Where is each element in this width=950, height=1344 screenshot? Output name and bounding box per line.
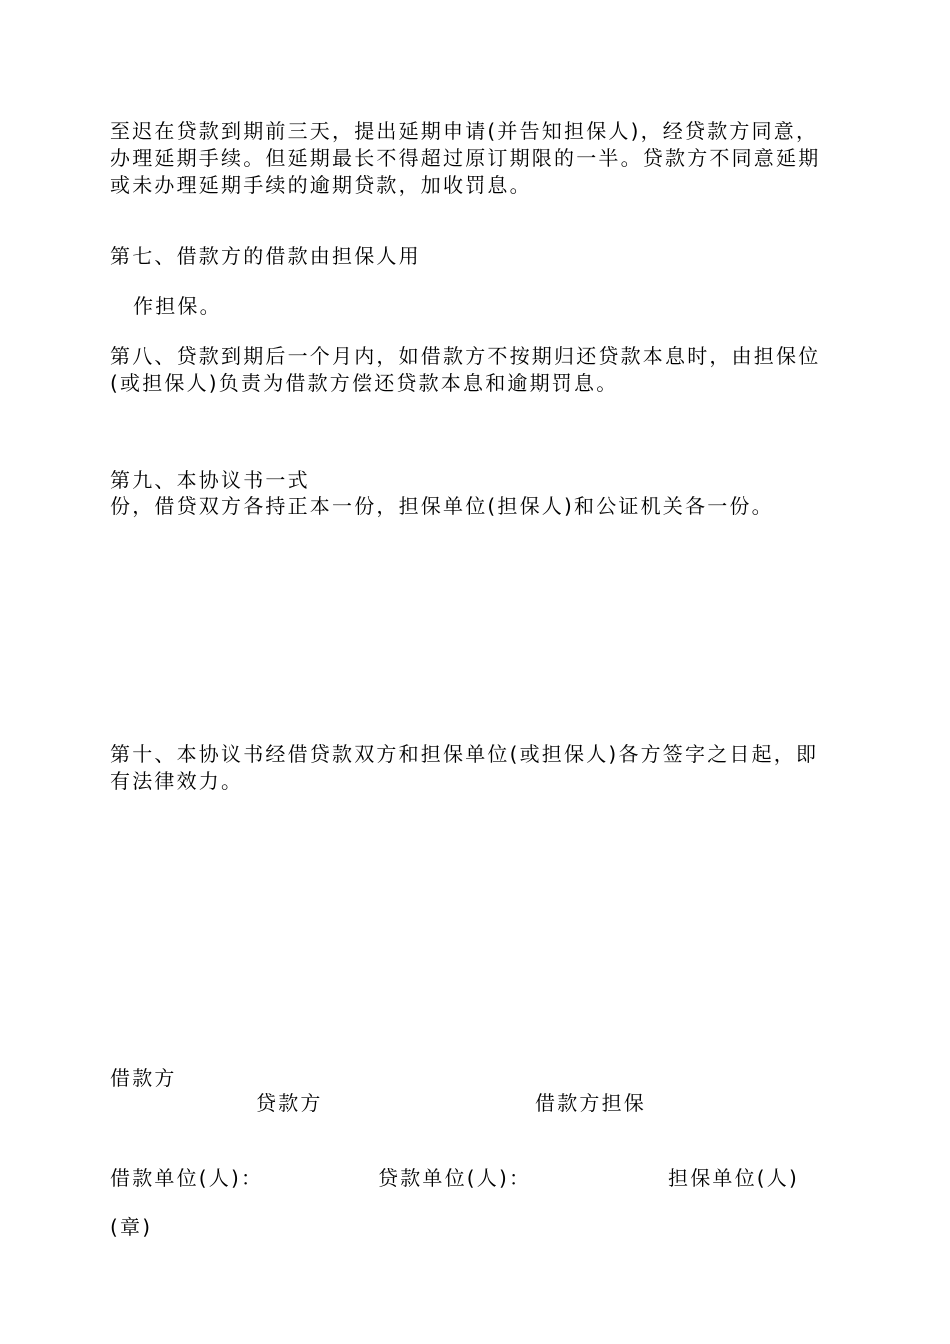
signature-lender-label: 贷款方	[256, 1091, 323, 1115]
text-line: 第十、本协议书经借贷款双方和担保单位(或担保人)各方签字之日起，即	[110, 742, 819, 766]
article-7-line-1: 第七、借款方的借款由担保人用	[110, 244, 421, 268]
text-line: 有法律效力。	[110, 769, 244, 793]
article-9-line-2: 份，借贷双方各持正本一份，担保单位(担保人)和公证机关各一份。	[110, 494, 774, 518]
text-line: 至迟在贷款到期前三天，提出延期申请(并告知担保人)，经贷款方同意，	[110, 119, 819, 143]
text-line: 第八、贷款到期后一个月内，如借款方不按期归还贷款本息时，由担保位	[110, 344, 821, 368]
article-10	[110, 741, 842, 795]
text-line: 办理延期手续。但延期最长不得超过原订期限的一半。贷款方不同意延期	[110, 146, 821, 170]
text-line: 或未办理延期手续的逾期贷款，加收罚息。	[110, 173, 532, 197]
lender-unit-field: 贷款单位(人)：	[378, 1166, 532, 1190]
text-line: (或担保人)负责为借款方偿还贷款本息和逾期罚息。	[110, 371, 619, 395]
paragraph-continuation	[110, 118, 842, 199]
seal-label: (章)	[110, 1215, 153, 1239]
signature-guarantor-label: 借款方担保	[535, 1091, 646, 1115]
article-9-line-1: 第九、本协议书一式	[110, 468, 310, 492]
signature-borrower-label: 借款方	[110, 1066, 177, 1090]
guarantor-unit-field: 担保单位(人)	[668, 1166, 800, 1190]
article-8	[110, 343, 842, 397]
borrower-unit-field: 借款单位(人)：	[110, 1166, 264, 1190]
article-7-line-2: 作担保。	[133, 294, 222, 318]
